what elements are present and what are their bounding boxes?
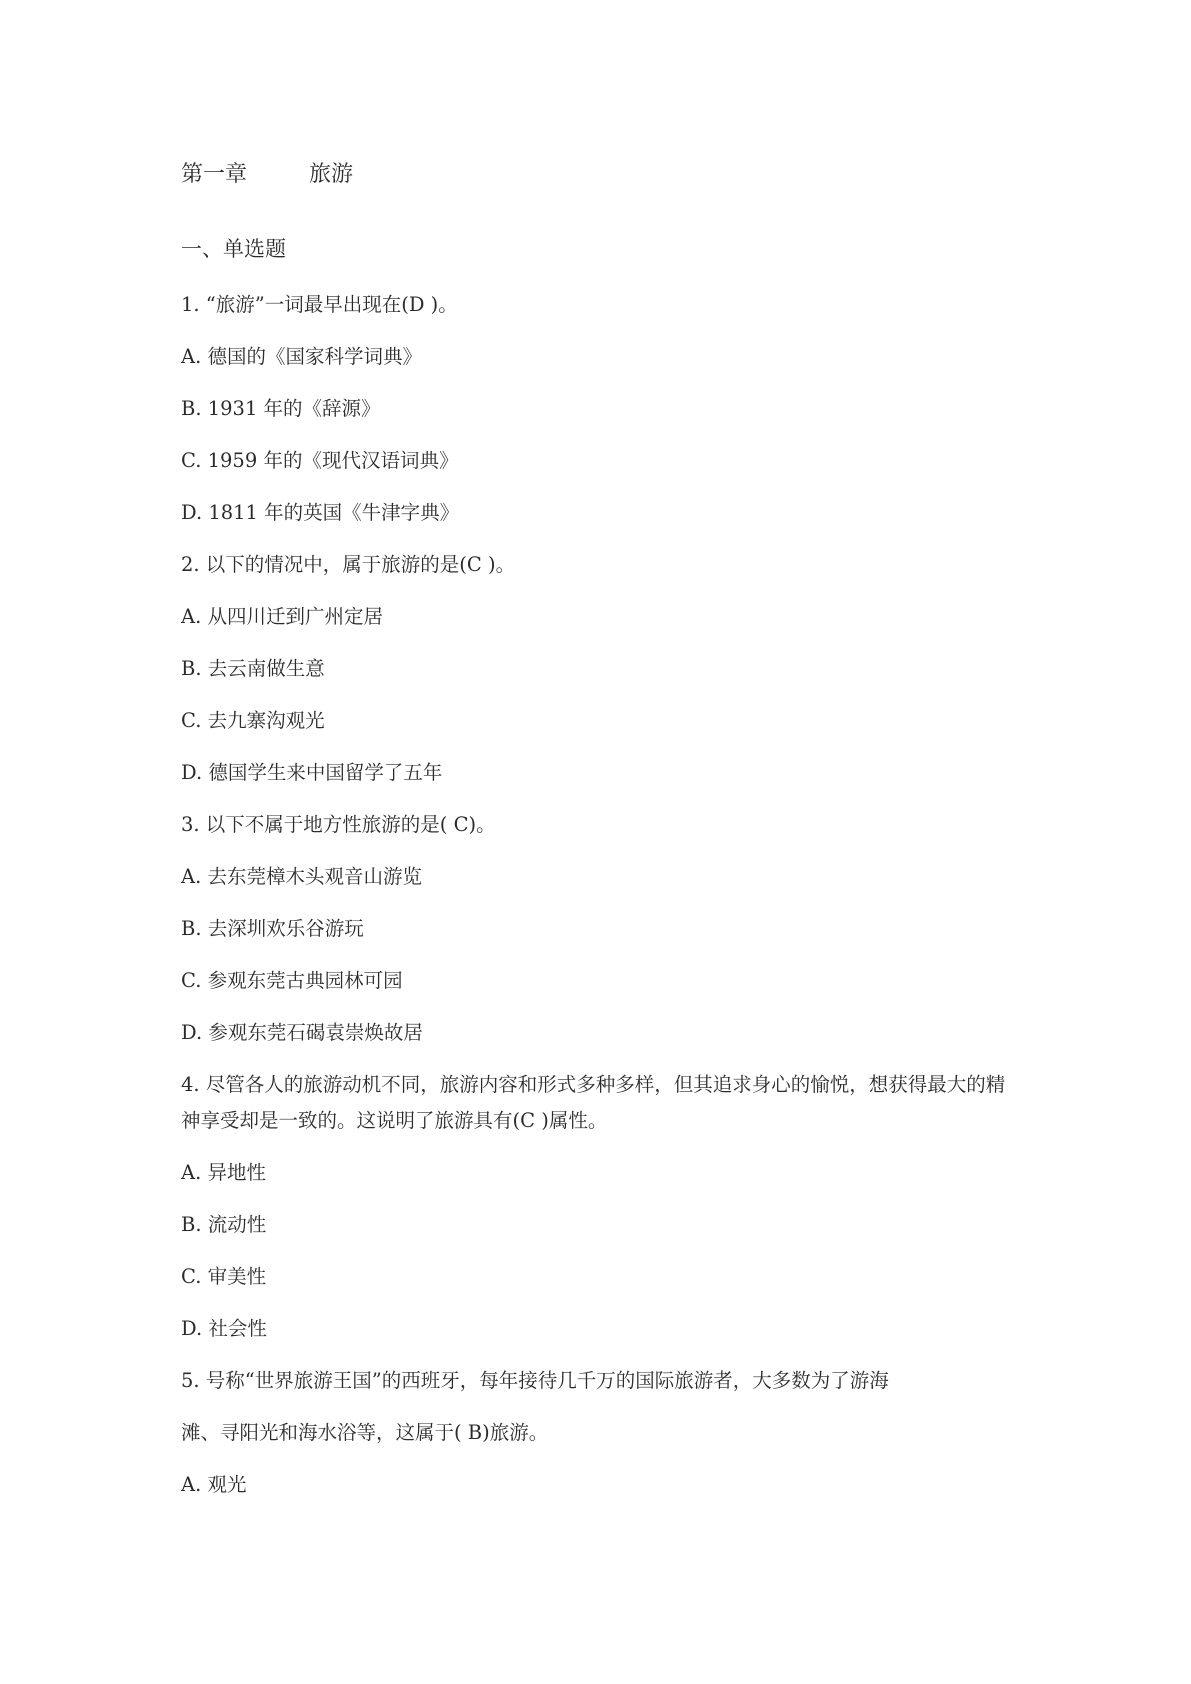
question-4-option-c: C. 审美性 xyxy=(181,1265,267,1288)
question-4-option-d: D. 社会性 xyxy=(181,1317,267,1340)
question-3-option-a: A. 去东莞樟木头观音山游览 xyxy=(181,865,422,888)
question-3-option-d: D. 参观东莞石碣袁崇焕故居 xyxy=(181,1021,423,1044)
question-3-option-c: C. 参观东莞古典园林可园 xyxy=(181,969,403,992)
question-4-option-a: A. 异地性 xyxy=(181,1161,266,1184)
question-1-option-c: C. 1959 年的《现代汉语词典》 xyxy=(181,449,459,472)
question-2-stem: 2. 以下的情况中，属于旅游的是(C )。 xyxy=(181,553,516,576)
document-page xyxy=(181,160,1011,1524)
question-2-option-b: B. 去云南做生意 xyxy=(181,657,325,680)
section-heading: 一、单选题 xyxy=(181,237,286,261)
question-4-stem: 4. 尽管各人的旅游动机不同，旅游内容和形式多种多样，但其追求身心的愉悦，想获得最大的精神享受却是一致的。这说明了旅游具有(C )属性。 xyxy=(181,1073,1006,1132)
question-2-option-a: A. 从四川迁到广州定居 xyxy=(181,605,383,628)
question-2-option-d: D. 德国学生来中国留学了五年 xyxy=(181,761,443,784)
question-2-option-c: C. 去九寨沟观光 xyxy=(181,709,325,732)
chapter-number: 第一章 xyxy=(181,162,248,187)
question-3-stem: 3. 以下不属于地方性旅游的是( C)。 xyxy=(181,813,496,836)
question-4-option-b: B. 流动性 xyxy=(181,1213,267,1236)
chapter-title: 旅游 xyxy=(309,162,354,187)
question-5-option-a: A. 观光 xyxy=(181,1473,247,1496)
question-1-option-b: B. 1931 年的《辞源》 xyxy=(181,397,381,420)
question-5-stem-line-2: 滩、寻阳光和海水浴等，这属于( B)旅游。 xyxy=(181,1421,549,1444)
question-1-option-a: A. 德国的《国家科学词典》 xyxy=(181,345,422,368)
question-3-option-b: B. 去深圳欢乐谷游玩 xyxy=(181,917,364,940)
question-5-stem-line-1: 5. 号称“世界旅游王国”的西班牙，每年接待几千万的国际旅游者，大多数为了游海 xyxy=(181,1369,889,1392)
question-1-option-d: D. 1811 年的英国《牛津字典》 xyxy=(181,501,460,524)
chapter-heading xyxy=(181,160,1011,190)
question-1-stem: 1. “旅游”一词最早出现在(D )。 xyxy=(181,293,458,316)
